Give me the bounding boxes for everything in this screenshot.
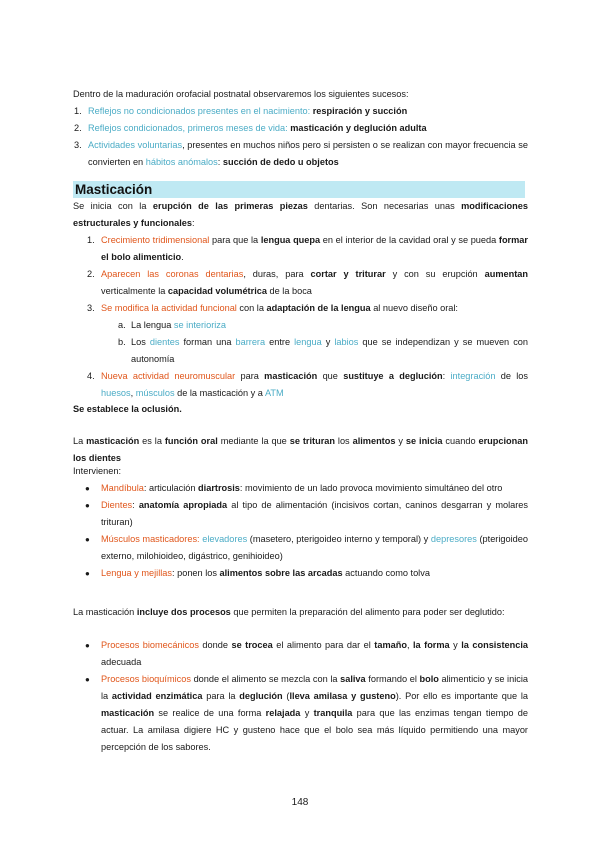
page-number: 148 <box>291 797 309 808</box>
list-item: 2. Aparecen las coronas dentarias, duras, para cortar y triturar y con su erupción aumentan verticalmente la capacidad volumétrica de la boca <box>87 269 528 296</box>
intervienen-label: Intervienen: <box>73 466 122 476</box>
list-item: ● Lengua y mejillas: ponen los alimentos sobre las arcadas actuando como tolva <box>101 565 528 582</box>
intro-lead: Dentro de la maduración orofacial postnatal observaremos los siguientes sucesos: <box>73 89 409 99</box>
bullet-list <box>85 480 529 582</box>
list-item: 1. Crecimiento tridimensional para que la lengua quepa en el interior de la cavidad oral y se pueda formar el bolo alimenticio. <box>87 235 528 262</box>
list-item: 1. Reflejos no condicionados presentes en el nacimiento: respiración y succión <box>74 106 408 116</box>
bullet-icon: ● <box>85 641 90 650</box>
list-item: ● Mandíbula: articulación diartrosis: movimiento de un lado provoca movimiento simultáneo del otro <box>101 480 528 497</box>
section-heading: Masticación <box>73 181 525 198</box>
list-item: ● Procesos bioquímicos donde el alimento se mezcla con la saliva formando el bolo alimenticio y se inicia la actividad enzimática para la deglución (lleva amilasa y gusteno). Por ello es importante que la masticación se realice de una forma relajada y tranquila para que las enzimas tengan tiempo de actuar. La amilasa digiere HC y gusteno hace que el bolo sea más líquido permitiendo una mayor percepción de los sabores. <box>101 671 528 756</box>
sub-list <box>101 317 528 368</box>
list-item: 3. Actividades voluntarias, presentes en muchos niños pero si persisten o se realizan con mayor frecuencia se convierten en hábitos anómalos: succión de dedo u objetos <box>74 140 528 167</box>
list-item: 4. Nueva actividad neuromuscular para masticación que sustituye a deglución: integración de los huesos, músculos de la masticación y a ATM <box>87 371 528 398</box>
procesos-paragraph: La masticación incluye dos procesos que permiten la preparación del alimento para poder ser deglutido: <box>73 607 505 617</box>
bullet-icon: ● <box>85 675 90 684</box>
bullet-icon: ● <box>85 535 90 544</box>
intro-paragraph <box>73 86 528 103</box>
list-item: ● Dientes: anatomía apropiada al tipo de alimentación (incisivos cortan, caninos desgarran y molares trituran) <box>101 497 528 531</box>
intro-list <box>74 103 528 171</box>
bullet-icon: ● <box>85 569 90 578</box>
numbered-list <box>87 232 529 402</box>
bullet-icon: ● <box>85 501 90 510</box>
occlusion-statement: Se establece la oclusión. <box>73 404 182 414</box>
list-item: 3. Se modifica la actividad funcional con la adaptación de la lengua al nuevo diseño oral: <box>87 303 458 313</box>
list-item: 2. Reflejos condicionados, primeros meses de vida: masticación y deglución adulta <box>74 123 427 133</box>
sub-list-item: a. La lengua se interioriza <box>118 320 227 330</box>
bullet-icon: ● <box>85 484 90 493</box>
definition-paragraph: La masticación es la función oral mediante la que se trituran los alimentos y se inicia cuando erupcionan los dientes <box>73 436 529 463</box>
list-item: ● Músculos masticadores: elevadores (masetero, pterigoideo interno y temporal) y depresores (pterigoideo externo, milohioideo, digástrico, genihioideo) <box>101 531 528 565</box>
section-intro: Se inicia con la erupción de las primeras piezas dentarias. Son necesarias unas modificaciones estructurales y funcionales: <box>73 201 528 228</box>
procesos-list <box>85 637 529 756</box>
sub-list-item: b. Los dientes forman una barrera entre lengua y labios que se independizan y se mueven con autonomía <box>118 337 529 364</box>
list-item: ● Procesos biomecánicos donde se trocea el alimento para dar el tamaño, la forma y la consistencia adecuada <box>101 637 528 671</box>
